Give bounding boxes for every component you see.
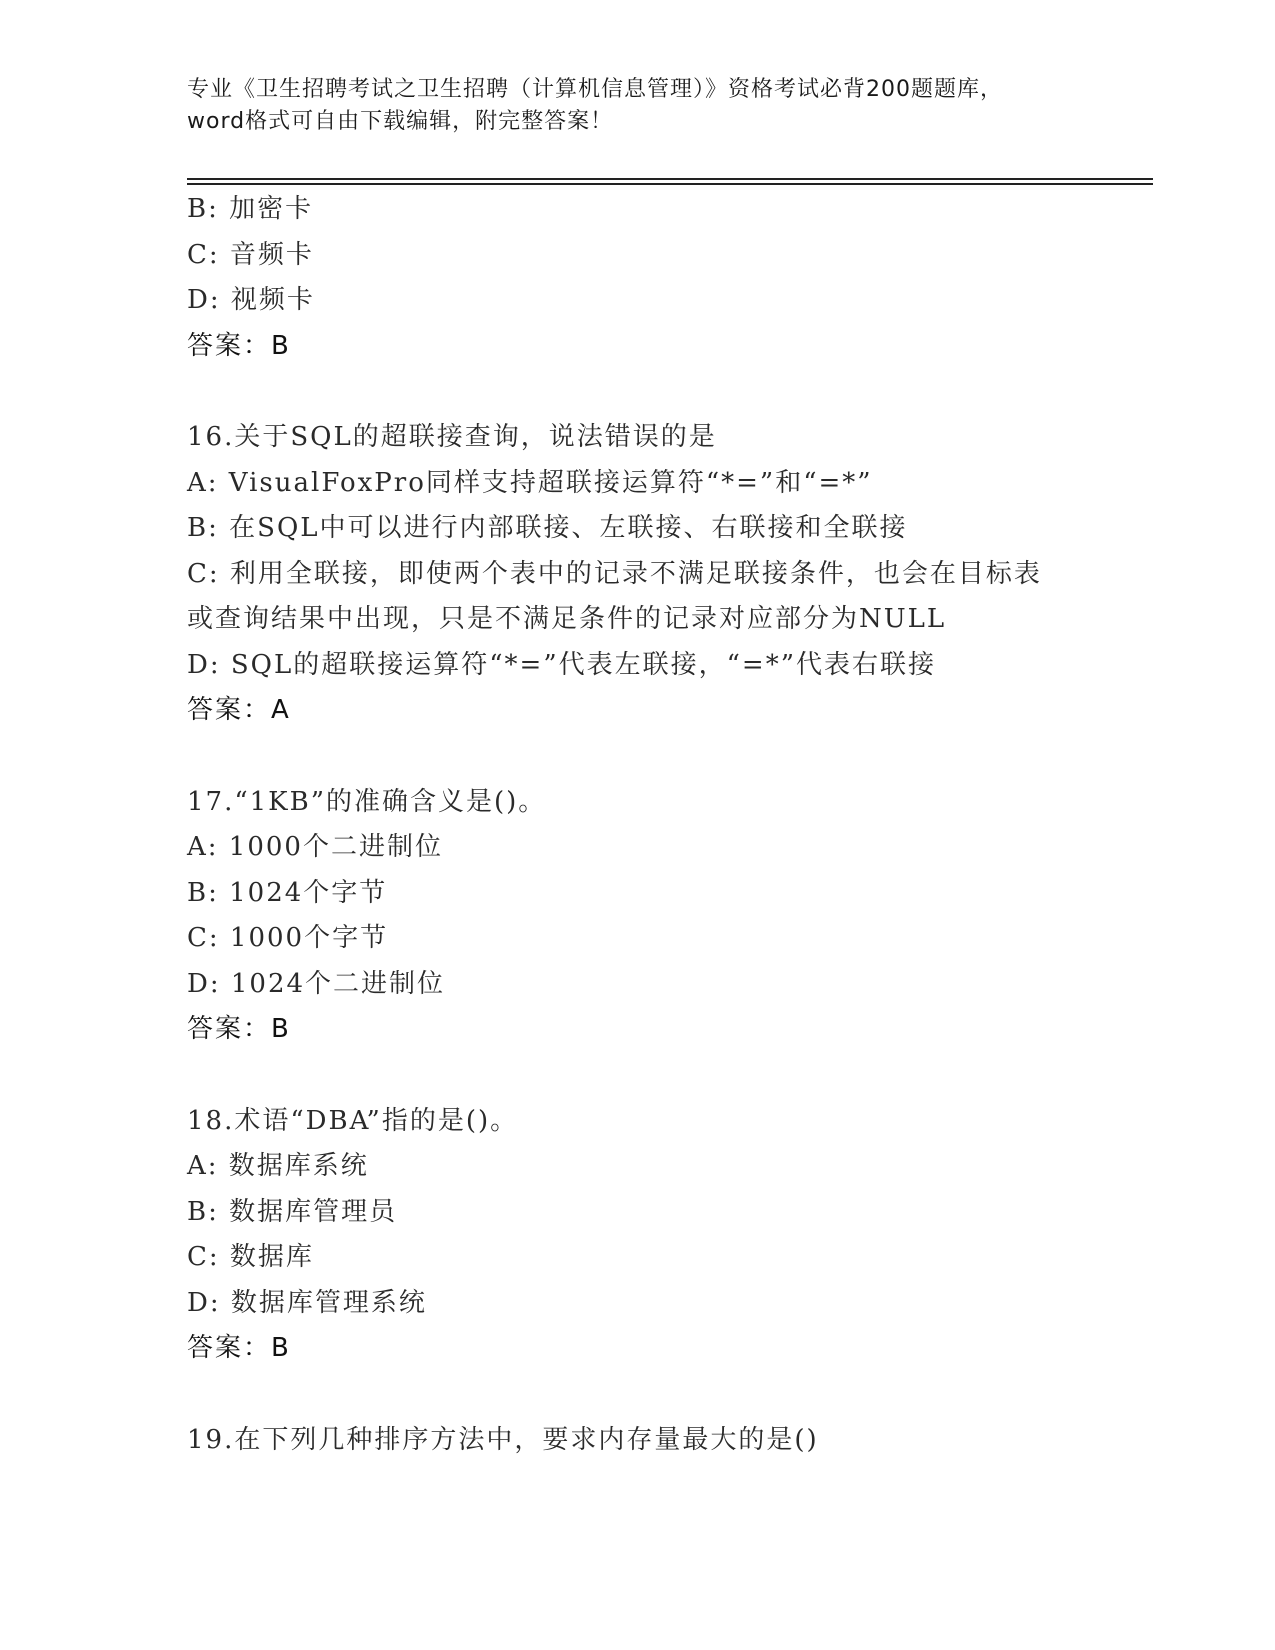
spacer xyxy=(187,734,1137,780)
q17-question: 17.“1KB”的准确含义是()。 xyxy=(187,786,547,817)
q17-option-b: B: 1024个字节 xyxy=(187,877,388,908)
question-15-block xyxy=(187,187,1137,369)
document-header xyxy=(187,74,1087,138)
question-18-block xyxy=(187,1099,1137,1372)
q18-option-a: A: 数据库系统 xyxy=(187,1151,369,1181)
q15-option-d: D: 视频卡 xyxy=(187,285,315,315)
q15-option-b: B: 加密卡 xyxy=(187,194,314,224)
q16-option-a: A: VisualFoxPro同样支持超联接运算符“*=”和“=*” xyxy=(187,467,873,498)
header-rule-bottom xyxy=(187,183,1153,185)
question-19-block xyxy=(187,1418,1137,1464)
q16-option-c-line-1: C: 利用全联接，即使两个表中的记录不满足联接条件，也会在目标表 xyxy=(187,558,1042,589)
q16-answer: 答案：A xyxy=(187,695,291,725)
spacer xyxy=(187,369,1137,415)
q15-answer: 答案：B xyxy=(187,330,291,361)
q15-option-c: C: 音频卡 xyxy=(187,239,314,270)
header-line-2: word格式可自由下载编辑，附完整答案！ xyxy=(187,109,614,134)
header-rule-top xyxy=(187,178,1153,180)
spacer xyxy=(187,1372,1137,1418)
q18-option-b: B: 数据库管理员 xyxy=(187,1196,398,1227)
spacer xyxy=(187,1053,1137,1099)
q16-option-c-line-2: 或查询结果中出现，只是不满足条件的记录对应部分为NULL xyxy=(187,604,947,634)
q19-question: 19.在下列几种排序方法中，要求内存量最大的是() xyxy=(187,1424,819,1455)
q18-question: 18.术语“DBA”指的是()。 xyxy=(187,1105,519,1136)
q18-option-c: C: 数据库 xyxy=(187,1242,314,1272)
question-16-block xyxy=(187,415,1137,734)
q17-option-c: C: 1000个字节 xyxy=(187,923,389,953)
q16-option-b: B: 在SQL中可以进行内部联接、左联接、右联接和全联接 xyxy=(187,513,908,543)
header-line-1: 专业《卫生招聘考试之卫生招聘（计算机信息管理）》资格考试必背200题题库， xyxy=(187,77,1003,102)
q17-answer: 答案：B xyxy=(187,1014,291,1044)
question-17-block xyxy=(187,780,1137,1053)
q17-option-a: A: 1000个二进制位 xyxy=(187,832,443,862)
q17-option-d: D: 1024个二进制位 xyxy=(187,968,446,999)
document-body xyxy=(187,187,1137,1463)
q16-option-d: D: SQL的超联接运算符“*=”代表左联接，“=*”代表右联接 xyxy=(187,649,937,680)
q18-answer: 答案：B xyxy=(187,1333,291,1363)
q16-question: 16.关于SQL的超联接查询，说法错误的是 xyxy=(187,422,717,452)
q18-option-d: D: 数据库管理系统 xyxy=(187,1287,427,1318)
